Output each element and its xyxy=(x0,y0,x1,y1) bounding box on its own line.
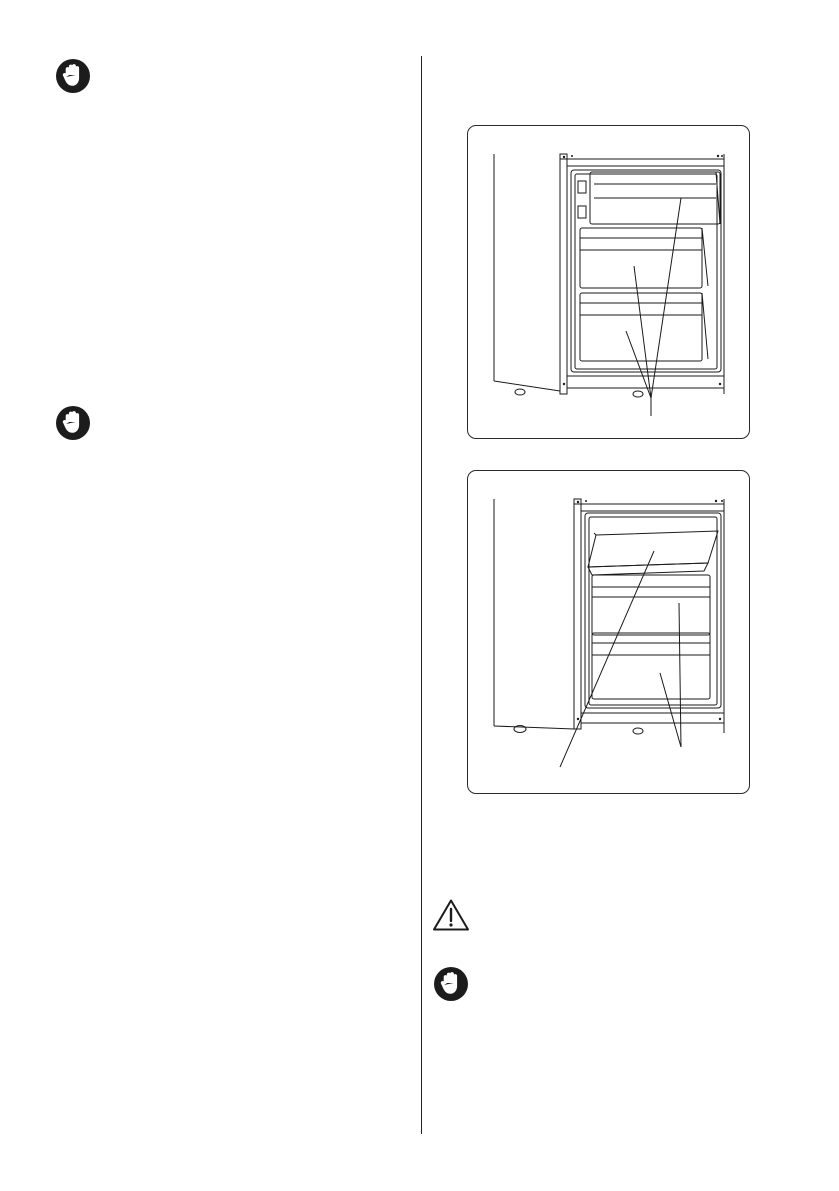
figure-freezer-drawers-closed xyxy=(467,125,750,439)
freezer-illustration xyxy=(468,126,751,440)
stop-hand-icon xyxy=(55,58,91,94)
freezer-illustration xyxy=(468,471,751,795)
warning-triangle-icon xyxy=(432,898,470,932)
figure-freezer-drawers-opened xyxy=(467,470,750,794)
stop-hand-icon xyxy=(433,966,469,1002)
stop-hand-icon xyxy=(55,405,91,441)
column-divider xyxy=(421,56,422,1134)
